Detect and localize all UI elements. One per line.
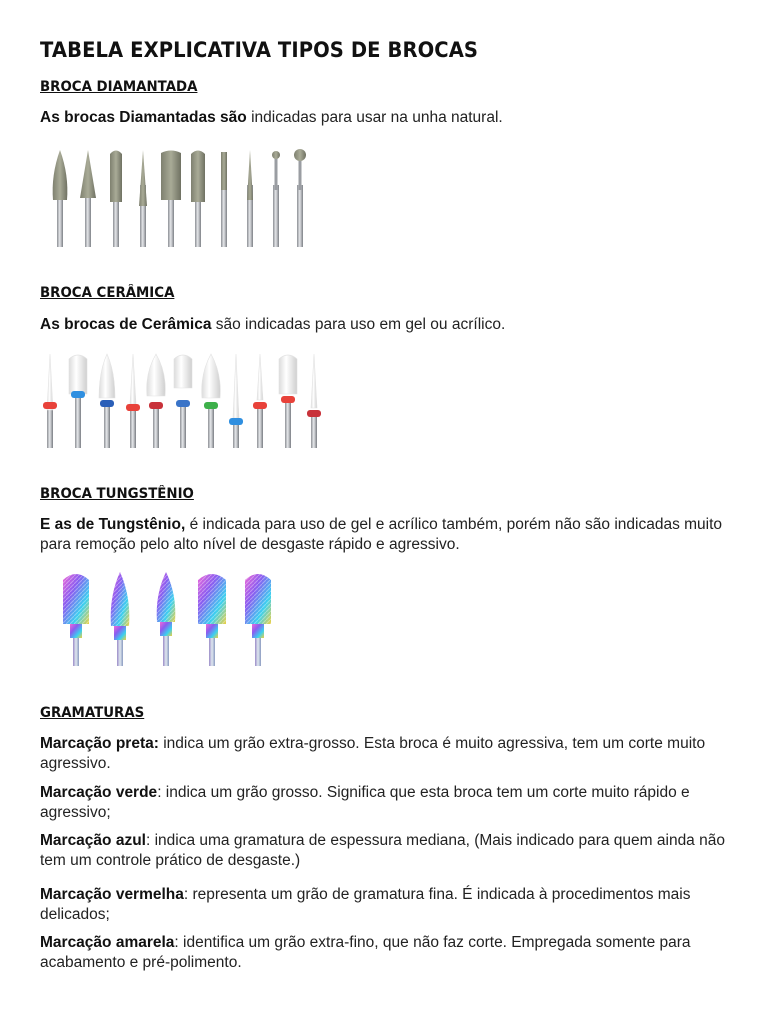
- section-heading-diamantada: BROCA DIAMANTADA: [40, 79, 198, 95]
- bold-text: Marcação vermelha: [40, 886, 184, 903]
- ceramic-bit: [279, 355, 297, 448]
- page-title: TABELA EXPLICATIVA TIPOS DE BROCAS: [40, 38, 479, 62]
- gramatura-item: [40, 783, 730, 823]
- body-text: : identifica um grão extra-fino, que não faz corte. Empregada somente para acabamento e pré-polimento.: [40, 934, 691, 971]
- bold-text: E as de Tungstênio,: [40, 516, 186, 533]
- gramatura-item: [40, 885, 730, 925]
- body-text: é indicada para uso de gel e acrílico também, porém não são indicadas muito para remoção pelo alto nível de desgaste rápido e agressivo.: [40, 516, 723, 553]
- ceramic-bit: [307, 354, 321, 448]
- paragraph-diamantada: [40, 108, 730, 128]
- ceramic-bit: [126, 354, 140, 448]
- body-text: : indica um grão grosso. Significa que esta broca tem um corte muito rápido e agressivo;: [40, 784, 690, 821]
- diamond-bit: [247, 150, 253, 247]
- diamond-bit: [53, 150, 68, 247]
- tungsten-bit: [63, 574, 89, 666]
- bold-text: Marcação preta:: [40, 735, 159, 752]
- gramatura-item: [40, 831, 730, 871]
- bold-text: Marcação azul: [40, 832, 146, 849]
- ceramic-bit: [229, 354, 243, 448]
- body-text: : representa um grão de gramatura fina. É indicada à procedimentos mais delicados;: [40, 886, 691, 923]
- tungsten-bit: [157, 572, 176, 666]
- diamond-bit: [221, 152, 227, 247]
- body-text: indicadas para usar na unha natural.: [246, 109, 503, 126]
- body-text: indica um grão extra-grosso. Esta broca é muito agressiva, tem um corte muito agressivo.: [40, 735, 706, 772]
- ceramic-bit: [147, 354, 166, 448]
- diamond-bit: [161, 151, 181, 248]
- gramatura-item: [40, 933, 730, 973]
- bold-text: As brocas de Cerâmica: [40, 316, 212, 333]
- ceramic-bits-image: [38, 350, 358, 448]
- diamond-bit: [272, 151, 280, 247]
- tungsten-bits-image: [50, 568, 290, 666]
- section-heading-gramaturas: GRAMATURAS: [40, 705, 145, 721]
- bold-text: Marcação verde: [40, 784, 158, 801]
- section-heading-tungstenio: BROCA TUNGSTÊNIO: [40, 486, 194, 502]
- diamond-bit: [191, 151, 205, 248]
- section-heading-ceramica: BROCA CERÂMICA: [40, 285, 175, 301]
- diamond-bit: [294, 149, 306, 247]
- bold-text: Marcação amarela: [40, 934, 175, 951]
- tungsten-bit: [245, 574, 271, 666]
- paragraph-tungstenio: [40, 515, 730, 555]
- diamond-bits-image: [40, 145, 320, 247]
- tungsten-bit: [111, 572, 130, 666]
- body-text: são indicadas para uso em gel ou acrílico.: [211, 316, 506, 333]
- paragraph-ceramica: [40, 315, 730, 335]
- diamond-bit: [110, 151, 122, 248]
- diamond-bit: [80, 150, 96, 247]
- gramatura-item: [40, 734, 730, 774]
- ceramic-bit: [43, 354, 57, 448]
- ceramic-bit: [99, 354, 115, 448]
- diamond-bit: [139, 150, 147, 247]
- ceramic-bit: [202, 354, 221, 448]
- tungsten-bit: [198, 574, 226, 666]
- ceramic-bit: [174, 355, 192, 448]
- ceramic-bit: [253, 354, 267, 448]
- ceramic-bit: [69, 355, 87, 448]
- body-text: : indica uma gramatura de espessura mediana, (Mais indicado para quem ainda não tem um controle prático de desgaste.): [40, 832, 725, 869]
- bold-text: As brocas Diamantadas são: [40, 109, 247, 126]
